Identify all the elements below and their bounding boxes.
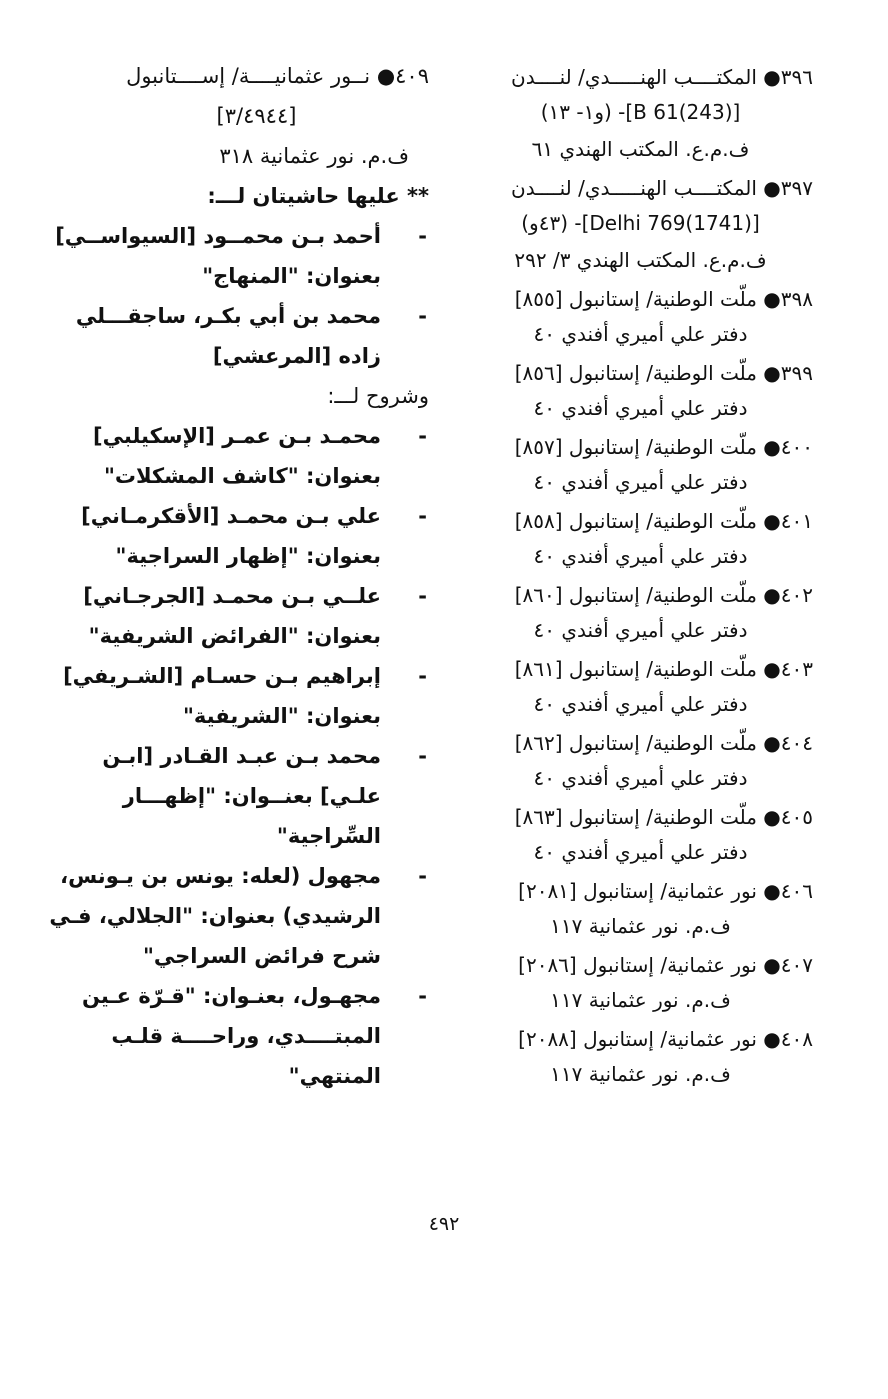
- list-dash: -: [418, 224, 427, 248]
- sharh-item-line: [84, 696, 429, 736]
- manuscript-entry-detail: دفتر علي أميري أفندي ٤٠: [533, 470, 748, 494]
- sharh-item-line: [84, 936, 429, 976]
- hashiya-item-line: [84, 336, 429, 376]
- manuscript-entry-head: ٤٠٥● ملّت الوطنية/ إستانبول [٨٦٣]: [514, 805, 813, 829]
- manuscript-entry-detail: [(243)B 61]- (و١- ١٣): [540, 100, 741, 124]
- shuruh-list: [49, 416, 429, 1096]
- entry-409-head: ٤٠٩● نــور عثمانيــــة/ إســــتانبول: [126, 64, 429, 88]
- sharh-item-line: [84, 776, 429, 816]
- manuscript-entry-head: ٣٩٦● المكتــــب الهنـــــدي/ لنــــدن: [511, 65, 813, 89]
- list-dash: -: [418, 984, 427, 1008]
- sharh-item-text: علي بـن محمـد [الأقكرمـاني]: [81, 504, 381, 528]
- sharh-item-text: محمد بـن عبـد القـادر [ابـن: [102, 744, 381, 768]
- manuscript-entry-head: ٤٠٤● ملّت الوطنية/ إستانبول [٨٦٢]: [514, 731, 813, 755]
- manuscript-entry-detail: دفتر علي أميري أفندي ٤٠: [533, 692, 748, 716]
- sharh-item-text: إبراهيم بـن حسـام [الشـريفي]: [63, 664, 381, 688]
- sharh-item-line: [84, 536, 429, 576]
- manuscript-entry-detail: دفتر علي أميري أفندي ٤٠: [533, 322, 748, 346]
- manuscript-entry-head: ٤٠٢● ملّت الوطنية/ إستانبول [٨٦٠]: [514, 583, 813, 607]
- sharh-item-text: محمـد بـن عمـر [الإسكيلبي]: [93, 424, 381, 448]
- list-dash: -: [418, 584, 427, 608]
- left-column: [49, 56, 429, 1096]
- manuscript-entry-head: ٣٩٩● ملّت الوطنية/ إستانبول [٨٥٦]: [514, 361, 813, 385]
- manuscript-entry-head: ٤٠٨● نور عثمانية/ إستانبول [٢٠٨٨]: [518, 1027, 813, 1051]
- manuscript-entry-detail: ف.م. نور عثمانية ١١٧: [550, 914, 731, 938]
- hashiya-item-text: زاده [المرعشي]: [212, 344, 381, 368]
- list-dash: -: [418, 504, 427, 528]
- hawashi-list: [55, 216, 429, 376]
- sharh-item-text: بعنوان: "إظهار السراجية": [115, 544, 381, 568]
- manuscript-entry-detail: دفتر علي أميري أفندي ٤٠: [533, 544, 748, 568]
- manuscript-entry-detail: ف.م.ع. المكتب الهندي ٦١: [531, 137, 750, 161]
- sharh-item-line: [84, 816, 429, 856]
- list-dash: -: [418, 864, 427, 888]
- sharh-item-line: [60, 856, 429, 896]
- sharh-item-text: الرشيدي) بعنوان: "الجلالي، فـي: [49, 904, 381, 928]
- manuscript-entry-head: ٤٠٧● نور عثمانية/ إستانبول [٢٠٨٦]: [518, 953, 813, 977]
- page-number: ٤٩٢: [428, 1213, 460, 1235]
- sharh-item-text: بعنوان: "الفرائض الشريفية": [88, 624, 381, 648]
- list-dash: -: [418, 744, 427, 768]
- manuscript-entry-head: ٣٩٧● المكتــــب الهنـــــدي/ لنــــدن: [511, 176, 813, 200]
- sharh-item-text: بعنوان: "كاشف المشكلات": [103, 464, 381, 488]
- manuscript-entry-detail: [(1741)Delhi 769]- (٤٣و): [521, 211, 760, 235]
- hashiya-item-line: [55, 216, 429, 256]
- sharh-item-line: [84, 976, 429, 1016]
- sharh-item-line: [84, 1056, 429, 1096]
- manuscript-entry-head: ٤٠٣● ملّت الوطنية/ إستانبول [٨٦١]: [514, 657, 813, 681]
- entry-409-shelfmark: [٣/٤٩٤٤]: [216, 104, 297, 128]
- right-column: [468, 56, 813, 1092]
- sharh-item-text: علــي بـن محمـد [الجرجـاني]: [83, 584, 381, 608]
- sharh-item-line: [84, 416, 429, 456]
- hashiya-item-text: بعنوان: "المنهاج": [202, 264, 381, 288]
- hashiya-item-text: أحمد بـن محمــود [السيواســي]: [55, 224, 381, 248]
- manuscript-entry-detail: دفتر علي أميري أفندي ٤٠: [533, 618, 748, 642]
- manuscript-entry-detail: ف.م. نور عثمانية ١١٧: [550, 1062, 731, 1086]
- shuruh-heading: وشروح لـــ:: [327, 384, 429, 408]
- hashiya-item-line: [75, 296, 429, 336]
- hashiya-item-line: [84, 256, 429, 296]
- sharh-item-text: المنتهي": [288, 1064, 381, 1088]
- manuscript-entry-detail: دفتر علي أميري أفندي ٤٠: [533, 840, 748, 864]
- sharh-item-text: السِّراجية": [276, 824, 381, 848]
- sharh-item-text: المبتــــدي، وراحــــة قلـب: [111, 1024, 381, 1048]
- manuscript-entry-head: ٤٠١● ملّت الوطنية/ إستانبول [٨٥٨]: [514, 509, 813, 533]
- sharh-item-text: مجهول (لعله: يونس بن يـونس،: [60, 864, 381, 888]
- sharh-item-text: علـي] بعنــوان: "إظهـــار: [122, 784, 381, 808]
- sharh-item-line: [84, 1016, 429, 1056]
- manuscript-entry-detail: ف.م. نور عثمانية ١١٧: [550, 988, 731, 1012]
- sharh-item-line: [84, 736, 429, 776]
- sharh-item-line: [84, 616, 429, 656]
- sharh-item-text: شرح فرائض السراجي": [142, 944, 381, 968]
- sharh-item-line: [49, 896, 429, 936]
- list-dash: -: [418, 424, 427, 448]
- entry-409-reference: ف.م. نور عثمانية ٣١٨: [219, 144, 409, 168]
- sharh-item-text: بعنوان: "الشريفية": [182, 704, 381, 728]
- manuscript-entry-head: ٣٩٨● ملّت الوطنية/ إستانبول [٨٥٥]: [514, 287, 813, 311]
- hawashi-heading: ** عليها حاشيتان لـــ:: [207, 184, 429, 208]
- hashiya-item-text: محمد بن أبي بكـر، ساجقـــلي: [75, 304, 381, 328]
- manuscript-entry-detail: دفتر علي أميري أفندي ٤٠: [533, 766, 748, 790]
- sharh-item-line: [63, 656, 429, 696]
- manuscript-entry-head: ٤٠٦● نور عثمانية/ إستانبول [٢٠٨١]: [518, 879, 813, 903]
- list-dash: -: [418, 664, 427, 688]
- manuscript-entry-detail: ف.م.ع. المكتب الهندي ٣/ ٢٩٢: [514, 248, 767, 272]
- sharh-item-line: [84, 576, 429, 616]
- sharh-item-line: [81, 496, 429, 536]
- manuscript-entry-detail: دفتر علي أميري أفندي ٤٠: [533, 396, 748, 420]
- sharh-item-line: [84, 456, 429, 496]
- sharh-item-text: مجهـول، بعنـوان: "قـرّة عـين: [82, 984, 381, 1008]
- list-dash: -: [418, 304, 427, 328]
- manuscript-entry-head: ٤٠٠● ملّت الوطنية/ إستانبول [٨٥٧]: [514, 435, 813, 459]
